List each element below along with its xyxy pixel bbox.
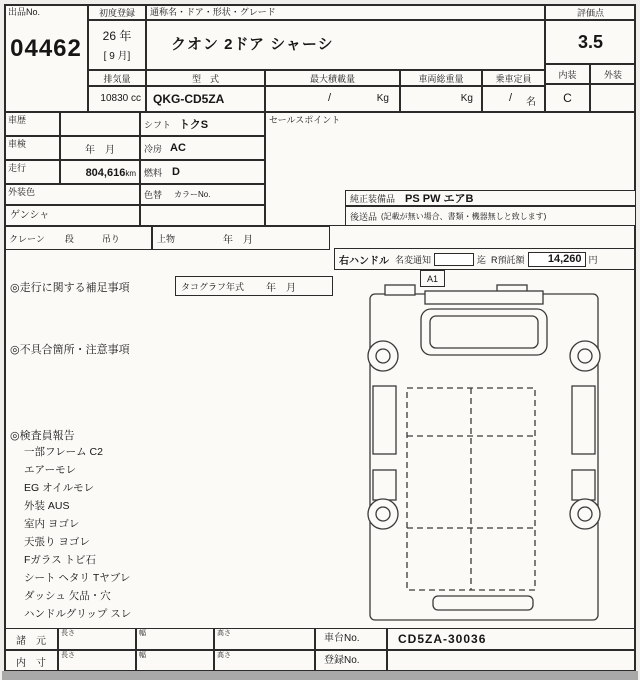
body-cell xyxy=(152,226,330,250)
report-item: 室内 ヨゴレ xyxy=(24,518,80,530)
report-item: Fガラス トビ石 xyxy=(24,554,97,566)
inspection-value: 年 月 xyxy=(60,136,140,160)
fuel-cell xyxy=(140,160,265,184)
capacity-slash: / xyxy=(509,92,513,104)
diagram-marker-a1: A1 xyxy=(420,270,445,287)
interior-label: 内装 xyxy=(545,64,590,84)
inspector-heading: ◎検査員報告 xyxy=(10,430,75,442)
vehicle-title-label: 通称名・ドア・形状・グレード xyxy=(146,4,545,20)
tachograph-cell xyxy=(175,276,333,296)
first-reg-label: 初度登録 xyxy=(88,4,146,20)
shift-value: トクS xyxy=(179,119,209,131)
height-label: 高さ xyxy=(217,630,231,637)
reg-no-label: 登録No. xyxy=(315,650,387,672)
gvw-label: 車両総重量 xyxy=(400,70,482,86)
report-item: エアーモレ xyxy=(24,464,77,476)
fuel-label: 燃料 xyxy=(144,167,163,178)
displacement-value: 10830 cc xyxy=(88,86,146,112)
length-label: 長さ xyxy=(61,630,75,637)
tachograph-value: 年 月 xyxy=(266,282,297,294)
first-reg-value xyxy=(88,20,146,70)
exterior-color-value: ゲンシャ xyxy=(4,205,140,226)
max-load-value xyxy=(265,86,400,112)
sales-point-label: セールスポイント xyxy=(269,115,341,125)
report-item: シート ヘタリ Tヤブレ xyxy=(24,572,131,584)
score-value: 3.5 xyxy=(545,20,636,64)
report-item: ハンドルグリップ スレ xyxy=(24,608,132,620)
crane-step-label: 段 xyxy=(64,233,74,244)
ac-label: 冷房 xyxy=(144,143,163,154)
later-items-label: 後送品 xyxy=(350,211,378,222)
scan-bottom-bar xyxy=(2,671,638,680)
height-label: 高さ xyxy=(217,652,231,659)
width-label: 幅 xyxy=(139,652,146,659)
later-items-cell xyxy=(345,206,636,226)
reg-no-value xyxy=(387,650,636,672)
color-no-value xyxy=(140,205,265,226)
lot-box xyxy=(4,4,88,112)
defect-heading: ◎不具合箇所・注意事項 xyxy=(10,344,130,356)
interior-grade: C xyxy=(545,84,590,112)
color-change-label: 色替 xyxy=(144,190,163,200)
model-label: 型 式 xyxy=(146,70,265,86)
equipment-value: PS PW エアB xyxy=(405,193,474,205)
later-items-note: (記載が無い場合、書類・機器無しと致します) xyxy=(381,211,547,221)
score-label: 評価点 xyxy=(545,4,636,20)
max-load-label: 最大積載量 xyxy=(265,70,400,86)
crane-cell xyxy=(4,226,152,250)
inner-height-cell xyxy=(214,650,315,672)
exterior-color-label: 外装色 xyxy=(4,184,140,205)
fuel-value: D xyxy=(172,166,180,178)
mileage-label: 走行 xyxy=(4,160,60,184)
spec-height-cell xyxy=(214,628,315,650)
name-change-label: 名変通知 xyxy=(395,254,432,265)
capacity-label: 乗車定員 xyxy=(482,70,545,86)
capacity-unit: 名 xyxy=(526,97,536,108)
handle-label: 右ハンドル xyxy=(339,255,389,267)
shift-cell xyxy=(140,112,265,136)
yen-label: 円 xyxy=(588,254,598,265)
equipment-cell xyxy=(345,190,636,206)
max-load-slash: / xyxy=(328,92,332,104)
equipment-label: 純正装備品 xyxy=(350,193,396,204)
chassis-no-label: 車台No. xyxy=(315,628,387,650)
inner-length-cell xyxy=(58,650,136,672)
report-item: EG オイルモレ xyxy=(24,482,95,494)
crane-label: クレーン xyxy=(9,233,45,244)
spec-length-cell xyxy=(58,628,136,650)
first-reg-month: [ 9 月] xyxy=(103,51,131,62)
vehicle-title: クオン 2ドア シャーシ xyxy=(146,20,545,70)
gvw-value: Kg xyxy=(400,86,482,112)
model-value: QKG-CD5ZA xyxy=(146,86,265,112)
history-label: 車歴 xyxy=(4,112,60,136)
displacement-label: 排気量 xyxy=(88,70,146,86)
vehicle-top-view-diagram xyxy=(335,266,635,628)
tachograph-label: タコグラフ年式 xyxy=(181,281,245,292)
inspection-label: 車検 xyxy=(4,136,60,160)
spec-label: 諸 元 xyxy=(4,628,58,650)
chassis-no-value: CD5ZA-30036 xyxy=(387,628,636,650)
first-reg-year: 26 年 xyxy=(102,29,132,43)
spec-width-cell xyxy=(136,628,214,650)
ac-cell xyxy=(140,136,265,160)
exterior-label: 外装 xyxy=(590,64,636,84)
lot-label: 出品No. xyxy=(8,7,41,17)
crane-hang-label: 吊り xyxy=(101,233,120,244)
length-label: 長さ xyxy=(61,652,75,659)
name-change-box xyxy=(434,253,474,266)
color-change-cell xyxy=(140,184,265,205)
lot-number: 04462 xyxy=(10,35,82,63)
capacity-value xyxy=(482,86,545,112)
body-label: 上物 xyxy=(157,233,176,244)
report-item: 一部フレーム C2 xyxy=(24,446,103,458)
mileage-note-heading: ◎走行に関する補足事項 xyxy=(10,282,130,294)
report-item: 天張り ヨゴレ xyxy=(24,536,90,548)
inner-dims-label: 内 寸 xyxy=(4,650,58,672)
report-item: 外装 AUS xyxy=(24,500,70,512)
report-item: ダッシュ 欠品・穴 xyxy=(24,590,111,602)
max-load-unit: Kg xyxy=(376,93,389,104)
ac-value: AC xyxy=(170,142,186,154)
deposit-value: 14,260 xyxy=(528,252,586,267)
mileage-unit: km xyxy=(125,169,136,178)
history-value xyxy=(60,112,140,136)
shift-label: シフト xyxy=(144,119,172,130)
until-label: 迄 xyxy=(477,254,487,265)
body-value: 年 月 xyxy=(223,234,254,246)
width-label: 幅 xyxy=(139,630,146,637)
exterior-grade xyxy=(590,84,636,112)
deposit-label: R預託額 xyxy=(491,254,525,265)
mileage-value: 804,616 xyxy=(85,167,126,179)
inspector-report-list xyxy=(24,443,324,623)
mileage-cell xyxy=(60,160,140,184)
color-no-label: カラーNo. xyxy=(174,190,211,199)
inner-width-cell xyxy=(136,650,214,672)
